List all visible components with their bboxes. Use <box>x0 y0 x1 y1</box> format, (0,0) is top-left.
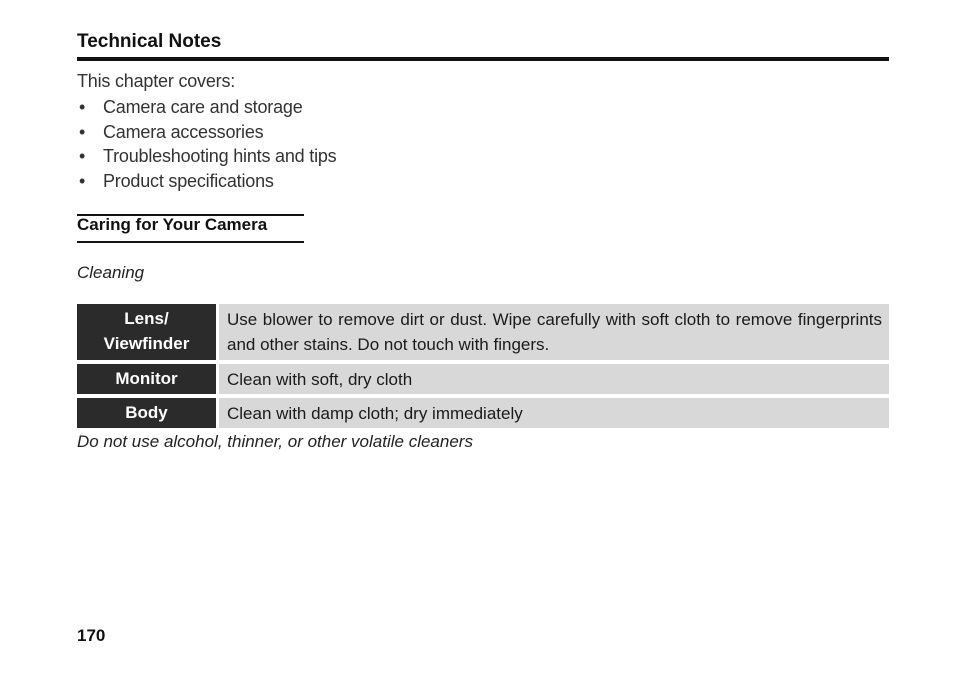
row-description: Use blower to remove dirt or dust. Wipe carefully with soft cloth to remove fingerprints and other stains. Do not touch with fingers. <box>219 304 889 360</box>
row-label-line: Viewfinder <box>103 334 190 353</box>
footnote: Do not use alcohol, thinner, or other volatile cleaners <box>77 432 473 451</box>
list-item-text: Camera accessories <box>103 121 264 142</box>
row-label: Body <box>77 398 216 428</box>
page-number: 170 <box>77 626 106 645</box>
cleaning-table <box>77 304 889 432</box>
row-label <box>77 304 216 360</box>
list-item-text: Camera care and storage <box>103 97 303 117</box>
intro-text: This chapter covers: <box>77 71 236 91</box>
bullet-icon: • <box>79 146 86 167</box>
list-item <box>77 144 337 169</box>
title-rule <box>77 57 889 61</box>
bullet-icon: • <box>79 170 86 191</box>
list-item-text: Troubleshooting hints and tips <box>103 146 337 167</box>
bullet-icon: • <box>79 97 86 117</box>
row-label: Monitor <box>77 364 216 394</box>
table-row <box>77 364 889 394</box>
bullet-icon: • <box>79 121 86 142</box>
section-rule-bottom <box>77 241 304 243</box>
list-item-text: Product specifications <box>103 170 274 191</box>
table-row <box>77 304 889 360</box>
chapter-contents-list <box>77 95 337 193</box>
sub-heading: Cleaning <box>77 263 145 282</box>
list-item <box>77 120 337 145</box>
table-row <box>77 398 889 428</box>
list-item <box>77 169 337 194</box>
section-title: Caring for Your Camera <box>77 215 268 234</box>
page-title: Technical Notes <box>77 31 222 52</box>
row-description: Clean with damp cloth; dry immediately <box>219 398 889 428</box>
row-description: Clean with soft, dry cloth <box>219 364 889 394</box>
row-label-line: Lens/ <box>124 309 169 328</box>
list-item <box>77 95 337 120</box>
